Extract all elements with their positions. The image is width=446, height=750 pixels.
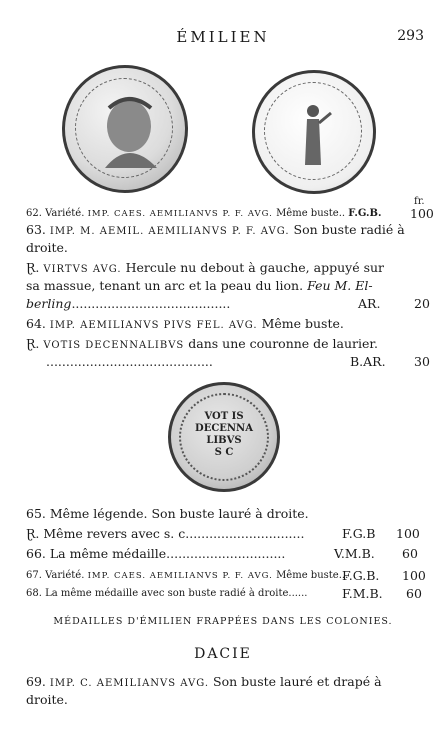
entry-63-reverse: Ɽ. VIRTVS AVG. Hercule nu debout à gauche, appuyé sur: [26, 260, 385, 275]
entry-64: 64. IMP. AEMILIANVS PIVS FEL. AVG. Même buste.: [26, 316, 344, 331]
colonies-heading: MÉDAILLES D'ÉMILIEN FRAPPÉES DANS LES COLONIES.: [53, 616, 393, 627]
entry-68-grade: F.M.B.: [342, 586, 383, 601]
dacie-heading: DACIE: [194, 646, 252, 662]
entry-65-reverse-price: 100: [396, 526, 420, 541]
entry-66-grade: V.M.B.: [334, 546, 375, 561]
entry-68-price: 60: [406, 586, 422, 601]
entry-67: 67. Variété. IMP. CAES. AEMILIANVS P. F. AVG. Même buste...: [26, 570, 349, 581]
entry-63-cont: droite.: [26, 240, 68, 255]
entry-69-cont: droite.: [26, 692, 68, 707]
entry-63-reverse-price: 20: [414, 296, 430, 311]
entry-62: 62. Variété. IMP. CAES. AEMILIANVS P. F. AVG. Même buste.. F.G.B.: [26, 208, 382, 219]
entry-67-price: 100: [402, 568, 426, 583]
entry-69: 69. IMP. C. AEMILIANVS AVG. Son buste lauré et drapé à: [26, 674, 382, 689]
entry-64-reverse-dots: ..........................................: [46, 354, 213, 369]
entry-66-price: 60: [402, 546, 418, 561]
obverse-coin-image: [62, 65, 188, 193]
reverse-coin-image: [252, 70, 376, 194]
emperor-bust-icon: [65, 68, 185, 190]
entry-65-reverse: Ɽ. Même revers avec s. c..............................: [26, 526, 305, 541]
wreath-legend-line-4: S C: [214, 447, 234, 458]
entry-63-reverse-grade: AR.: [358, 296, 381, 311]
page-title: ÉMILIEN: [176, 28, 270, 46]
page-number: 293: [397, 28, 424, 44]
entry-67-grade: F.G.B.: [342, 568, 380, 583]
entry-65: 65. Même légende. Son buste lauré à droite.: [26, 506, 309, 521]
entry-64-reverse-grade: B.AR.: [350, 354, 386, 369]
entry-65-reverse-grade: F.G.B: [342, 526, 376, 541]
column-header-fr: fr.: [414, 196, 425, 207]
entry-63-reverse-l2: sa massue, tenant un arc et la peau du lion. Feu M. El-: [26, 278, 373, 293]
entry-64-reverse: Ɽ. VOTIS DECENNALIBVS dans une couronne de laurier.: [26, 336, 378, 351]
wreath-legend-line-1: VOT IS: [204, 411, 244, 422]
wreath-legend-line-2: DECENNA: [195, 423, 253, 434]
entry-62-price: 100: [410, 206, 434, 221]
entry-63: 63. IMP. M. AEMIL. AEMILIANVS P. F. AVG. Son buste radié à: [26, 222, 405, 237]
standing-figure-icon: [255, 73, 373, 191]
wreath-coin-image: [168, 382, 280, 492]
entry-63-reverse-l3: berling........................................: [26, 296, 231, 311]
entry-68: 68. La même médaille avec son buste radié à droite......: [26, 588, 308, 599]
entry-66: 66. La même médaille..............................: [26, 546, 286, 561]
wreath-legend-line-3: LIBVS: [206, 435, 242, 446]
entry-64-reverse-price: 30: [414, 354, 430, 369]
